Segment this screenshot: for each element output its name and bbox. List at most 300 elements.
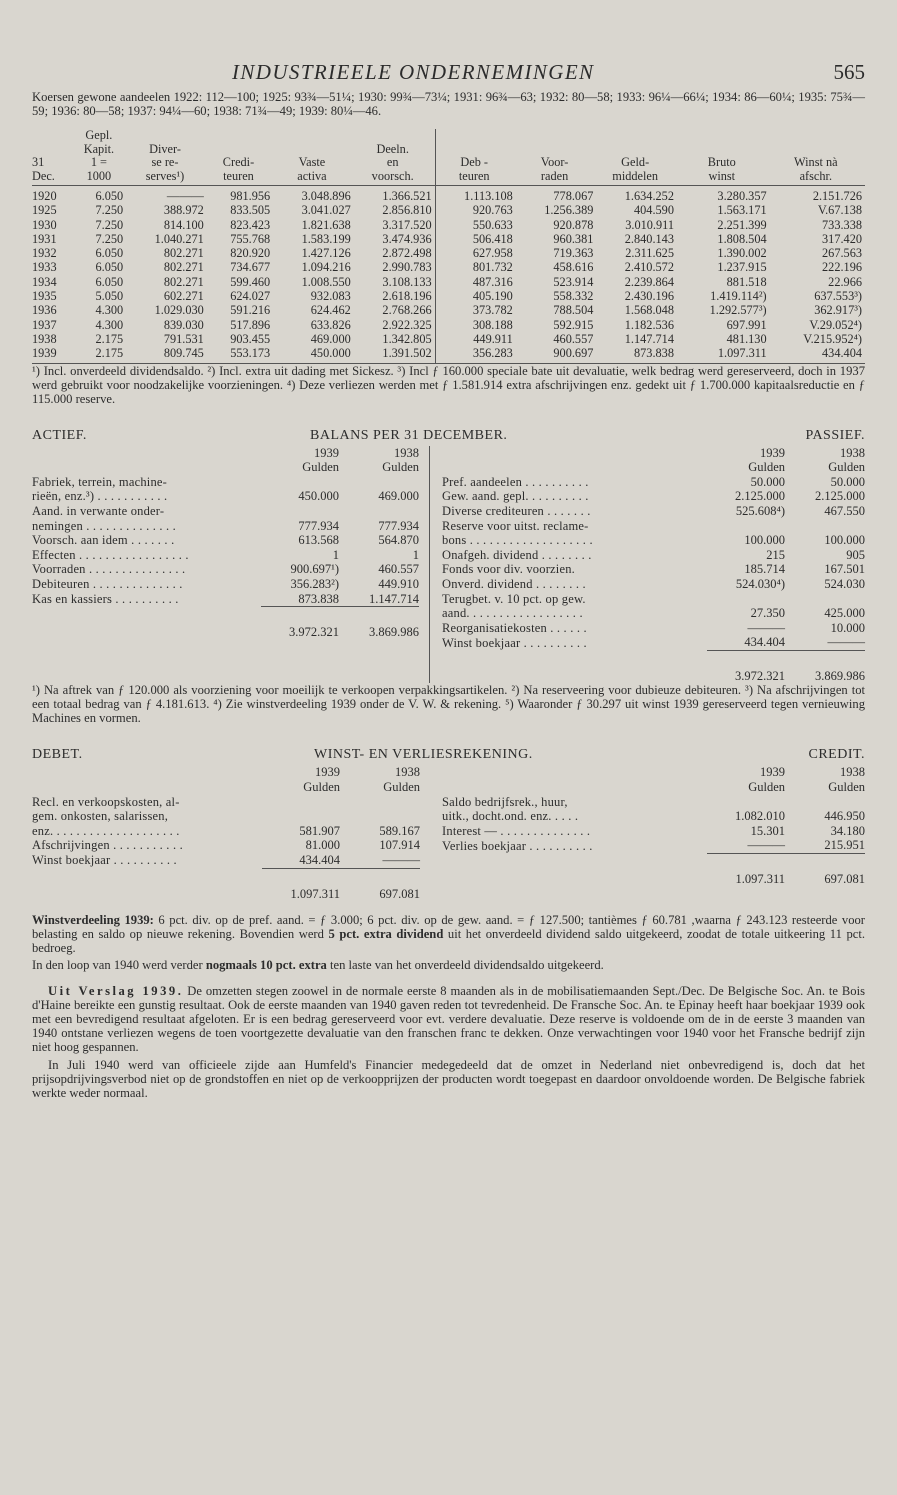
account-value-1938 [340, 809, 420, 824]
history-cell: 550.633 [435, 218, 516, 232]
total-spacer [442, 650, 707, 683]
pl-header [32, 747, 865, 765]
header-spacer [442, 460, 707, 475]
history-cell: 3.041.027 [301, 203, 351, 218]
history-header-cell: 31 [32, 155, 45, 169]
history-header-cell [32, 129, 75, 143]
account-label: Pref. aandeelen . . . . . . . . . . [442, 474, 589, 489]
account-value-1939: 27.350 [750, 606, 785, 621]
history-cell: 823.423 [230, 217, 271, 232]
history-header-row [32, 129, 865, 143]
account-value-1938: 469.000 [378, 489, 419, 504]
history-cell: 1933 [32, 260, 57, 275]
year-header-row [442, 765, 865, 780]
history-cell: 6.050 [95, 189, 124, 203]
account-label: Onafgeh. dividend . . . . . . . . [442, 547, 592, 562]
account-value-1938: 1 [412, 547, 419, 562]
account-value-1939: 900.697¹) [290, 562, 339, 577]
account-value-1938: 107.914 [379, 838, 420, 853]
history-cell: 900.697 [516, 346, 597, 363]
account-row [442, 809, 865, 824]
profit-distribution-text: 6 pct. div. op de pref. aand. = ƒ 3.000; 6 pct. div. op de gew. aand. = ƒ 127.500; tantièmes ƒ 60.781 ,waarna ƒ 243.123 resteerde voor belasting en saldo op nieuwe rekening. Bovendien werd [32, 913, 866, 942]
account-value-1939: 873.838 [298, 591, 339, 606]
account-row [32, 504, 419, 519]
history-footnotes: ¹) Incl. onverdeeld dividendsaldo. ²) Incl. extra uit dading met Sickesz. ³) Incl ƒ 160.000 speciale bate uit devaluatie, welk bedrag werd gereserveerd, doch in 1937 werd gebruikt voor noodzakelijke voorzieningen. ⁴) Deze verliezen werden met ƒ 1.581.914 extra afschrijvingen enz. gedekt uit ƒ 1.700.000 kapitaalsreductie en ƒ 115.000 reserve. [32, 363, 865, 406]
history-header-cell: se re- [151, 155, 179, 169]
account-value-1938: 167.501 [824, 562, 865, 577]
history-header-cell [596, 143, 677, 157]
total-1938: 3.869.986 [339, 607, 419, 640]
account-value-1938: 905 [846, 547, 865, 562]
account-value-1939: 100.000 [744, 533, 785, 548]
account-value-1938: 425.000 [824, 606, 865, 621]
history-header-cell [677, 129, 770, 143]
header-spacer [442, 780, 707, 795]
history-cell: 802.271 [163, 260, 204, 275]
unit-1939: Gulden [748, 780, 785, 795]
header-spacer [32, 780, 262, 795]
history-cell: 1.563.171 [717, 203, 767, 218]
year-header-row [442, 446, 865, 461]
account-value-1939: ——— [747, 838, 785, 853]
history-cell: 624.027 [230, 289, 271, 304]
extra-dividend-text: 5 pct. extra dividend [328, 927, 444, 942]
activa-table [32, 446, 419, 640]
account-row [442, 838, 865, 853]
history-cell: ——— [166, 189, 204, 203]
account-value-1939 [262, 795, 340, 810]
history-cell: 755.768 [230, 231, 271, 246]
history-cell: 833.505 [230, 203, 271, 218]
unit-header-row [442, 460, 865, 475]
account-label: Fonds voor div. voorzien. [442, 562, 575, 577]
account-row [32, 489, 419, 504]
account-value-1939 [261, 504, 339, 519]
history-cell: 1.419.114²) [710, 289, 767, 304]
history-cell: 903.455 [230, 331, 271, 346]
history-cell: 591.216 [230, 303, 271, 318]
year-1939: 1939 [760, 765, 785, 780]
account-row [442, 577, 865, 592]
account-label: gem. onkosten, salarissen, [32, 809, 169, 824]
history-header-cell: Bruto [707, 155, 736, 169]
history-cell: 1.391.502 [354, 346, 435, 363]
history-cell: 506.418 [435, 232, 516, 246]
history-cell: 2.311.625 [625, 246, 674, 261]
total-1938: 697.081 [785, 854, 865, 887]
history-header-cell [770, 129, 865, 143]
history-cell: 1.040.271 [154, 231, 204, 246]
history-cell: 3.108.133 [382, 274, 432, 289]
account-value-1938: 460.557 [378, 562, 419, 577]
history-cell: 778.067 [553, 189, 594, 203]
history-cell: 733.338 [822, 217, 862, 232]
history-cell: 517.896 [230, 317, 271, 332]
account-value-1938: 50.000 [830, 474, 865, 489]
history-row [32, 260, 865, 274]
history-cell: 599.460 [230, 274, 271, 289]
account-value-1939: 434.404 [744, 635, 785, 650]
account-value-1938: 10.000 [830, 620, 865, 635]
account-value-1939: 525.608⁴) [735, 503, 785, 518]
balance-footnotes: ¹) Na aftrek van ƒ 120.000 als voorziening voor moeilijk te verkoopen verpakkingsartikelen. ²) Na reserveering voor dubieuze debiteuren. ³) Na afschrijvingen tot een totaal bedrag van ƒ 4.181.613. ⁴) Zie winstverdeeling 1939 onder de V. W. & rekening. ⁵) Waaronder ƒ 30.297 uit winst 1939 gereserveerd tegen vernieuwing Machines en vormen. [32, 683, 865, 726]
total-1939: 1.097.311 [707, 854, 785, 887]
account-value-1938: 449.910 [378, 576, 419, 591]
history-cell: 1934 [32, 274, 57, 289]
history-cell: 791.531 [163, 331, 204, 346]
history-header-cell: activa [273, 170, 354, 186]
account-value-1939: 1 [332, 547, 339, 562]
account-value-1938: ——— [382, 853, 420, 868]
header-spacer [32, 446, 261, 461]
history-cell: 981.956 [230, 189, 271, 203]
history-header-cell: Geld- [621, 155, 650, 169]
history-row [32, 218, 865, 232]
account-row [442, 519, 865, 534]
history-header-cell [207, 129, 273, 143]
account-row [32, 592, 419, 607]
history-cell: 627.958 [435, 246, 516, 260]
account-value-1939: 215 [766, 547, 785, 562]
history-header-cell: Vaste [298, 155, 326, 169]
history-header-cell [354, 129, 435, 143]
history-row [32, 186, 865, 204]
account-value-1939: 1.082.010 [735, 809, 785, 824]
history-row [32, 303, 865, 317]
unit-header-row [32, 780, 420, 795]
account-row [32, 519, 419, 534]
account-label: Voorraden . . . . . . . . . . . . . . . [32, 562, 186, 577]
history-cell: 4.300 [95, 317, 124, 332]
header-spacer [442, 446, 707, 461]
history-cell: 2.922.325 [382, 317, 432, 332]
course-1940-text: In den loop van 1940 werd verder [32, 958, 206, 973]
history-cell: 802.271 [163, 274, 204, 289]
account-value-1939: 81.000 [305, 838, 340, 853]
pl-debet [32, 765, 430, 901]
account-value-1939: 356.283²) [290, 576, 339, 591]
history-cell: 1.008.550 [301, 274, 351, 289]
account-label: Winst boekjaar . . . . . . . . . . [32, 853, 177, 868]
history-cell: 839.030 [163, 317, 204, 332]
account-label: Fabriek, terrein, machine- [32, 474, 168, 489]
history-cell: 881.518 [726, 274, 767, 289]
share-prices-paragraph: Koersen gewone aandeelen 1922: 112—100; 1925: 93¾—51¼; 1930: 99¾—73¼; 1931: 96¾—63; 1932: 80—58; 1933: 96¼—66¼; 1934: 86—60¼; 1935: 75¾—59; 1936: 80—58; 1937: 94¼—60; 1938: 71¾—49; 1939: 80¼—46. [32, 90, 865, 118]
account-value-1938 [785, 795, 865, 810]
history-cell: 801.732 [435, 260, 516, 274]
total-1938: 3.869.986 [785, 650, 865, 683]
history-header-cell [596, 129, 677, 143]
history-cell: 960.381 [553, 231, 594, 246]
profit-distribution-text-end: uit het onverdeeld dividend saldo uitgekeerd, zoodat de totale uitkeering 11 pct. bedroeg. [32, 927, 865, 956]
history-cell: 1.029.030 [154, 303, 204, 318]
history-cell: 523.914 [553, 274, 594, 289]
history-header-cell: 1000 [75, 170, 127, 186]
account-row [32, 824, 420, 839]
history-header-cell [435, 143, 516, 157]
history-cell: 1.342.805 [382, 331, 432, 346]
account-label: Reserve voor uitst. reclame- [442, 518, 589, 533]
history-header-cell: teuren [435, 170, 516, 186]
history-header-cell: Voor- [540, 155, 569, 169]
account-value-1939: 50.000 [750, 474, 785, 489]
history-header-cell [677, 143, 770, 157]
history-cell: 1.366.521 [382, 189, 432, 203]
history-cell: 1.147.714 [624, 331, 674, 346]
balance-activa [32, 446, 430, 684]
account-value-1939: 777.934 [298, 518, 339, 533]
history-cell: 22.966 [828, 274, 862, 289]
account-value-1939: 581.907 [299, 823, 340, 838]
account-row [442, 562, 865, 577]
account-value-1939: 2.125.000 [735, 489, 785, 504]
history-cell: V.215.952⁴) [803, 331, 862, 346]
history-cell: 2.856.810 [382, 203, 432, 218]
history-cell: 2.840.143 [624, 231, 674, 246]
history-cell: 553.173 [207, 346, 273, 363]
history-cell: 308.188 [435, 318, 516, 332]
july-1940-paragraph: In Juli 1940 werd van officieele zijde aan Humfeld's Financier medegedeeld dat de omzet in Nederland niet onbevredigend is, doch dat het prijsopdrijvingsverbod niet op de grondstoffen en niet op de verkoopprijzen der producten wordt toegepast en daardoor onvoldoende worden. De Belgische fabriek werkte weder normaal. [32, 1058, 865, 1101]
unit-1938: Gulden [828, 780, 865, 795]
history-header-cell: Deb - [435, 156, 516, 170]
history-cell: 1.808.504 [717, 231, 767, 246]
history-cell: 1.821.638 [301, 217, 351, 232]
account-value-1938: 100.000 [824, 533, 865, 548]
history-cell: 388.972 [163, 203, 204, 218]
history-header-cell: teuren [207, 170, 273, 186]
history-header-cell: serves¹) [126, 170, 207, 186]
history-cell: 1936 [32, 303, 57, 318]
history-header-cell: Credi- [222, 155, 255, 169]
history-row [32, 203, 865, 217]
pl-title: WINST- EN VERLIESREKENING. [314, 747, 533, 763]
account-row [32, 548, 419, 563]
total-row [442, 650, 865, 683]
account-row [32, 533, 419, 548]
history-cell: 404.590 [634, 203, 674, 218]
year-1938: 1938 [394, 445, 419, 460]
history-cell: 624.462 [310, 303, 351, 318]
history-cell: 2.430.196 [624, 289, 674, 304]
history-row [32, 318, 865, 332]
history-cell: 602.271 [163, 289, 204, 304]
history-header-cell [516, 129, 597, 143]
account-row [442, 504, 865, 519]
history-cell: 1.113.108 [435, 186, 516, 204]
balance-header [32, 428, 865, 446]
account-label: Reorganisatiekosten . . . . . . [442, 620, 587, 635]
course-1940-bold: nogmaals 10 pct. extra [205, 958, 327, 973]
history-cell: 481.130 [726, 331, 767, 346]
total-1939: 3.972.321 [261, 607, 339, 640]
total-1939: 3.972.321 [707, 650, 785, 683]
history-header-cell [126, 129, 207, 143]
account-value-1938: 34.180 [830, 823, 865, 838]
account-label: Verlies boekjaar . . . . . . . . . . [442, 838, 593, 853]
year-1939: 1939 [314, 445, 339, 460]
history-cell: 697.991 [726, 317, 767, 332]
unit-1939: Gulden [302, 460, 339, 475]
history-cell: 3.048.896 [301, 189, 351, 203]
history-cell: 1.427.126 [301, 246, 351, 261]
history-header-cell: Winst nà [794, 155, 838, 169]
profit-distribution-paragraph [32, 913, 865, 955]
history-cell: 7.250 [95, 203, 124, 218]
account-label: Diverse crediteuren . . . . . . . [442, 503, 591, 518]
account-label: Saldo bedrijfsrek., huur, [442, 794, 568, 809]
history-header-cell: Diver- [149, 141, 181, 156]
history-header-row [32, 156, 865, 170]
history-cell: 2.251.399 [717, 217, 767, 232]
account-value-1938 [785, 592, 865, 607]
history-cell: 788.504 [553, 303, 594, 318]
account-label: Afschrijvingen . . . . . . . . . . . [32, 838, 183, 853]
history-cell: 2.618.196 [382, 289, 432, 304]
unit-1939: Gulden [303, 780, 340, 795]
total-spacer [442, 854, 707, 887]
account-value-1939 [707, 795, 785, 810]
account-label: Effecten . . . . . . . . . . . . . . . . . [32, 547, 189, 562]
history-cell: 592.915 [553, 317, 594, 332]
history-cell: 802.271 [163, 246, 204, 261]
history-cell: 373.782 [435, 303, 516, 317]
unit-1939: Gulden [748, 460, 785, 475]
account-value-1938: 446.950 [824, 809, 865, 824]
history-cell: 458.616 [553, 260, 594, 275]
account-value-1939 [707, 592, 785, 607]
history-cell: 7.250 [95, 217, 124, 232]
history-cell: 920.763 [435, 203, 516, 217]
history-cell: 469.000 [310, 331, 351, 346]
profit-loss-account [32, 765, 865, 901]
account-value-1939: 524.030⁴) [735, 576, 785, 591]
account-row [442, 824, 865, 839]
history-cell: 2.872.498 [382, 246, 432, 261]
year-1939: 1939 [760, 445, 785, 460]
history-cell: 3.280.357 [717, 189, 767, 203]
history-header-row [32, 170, 865, 186]
account-value-1938: 564.870 [378, 533, 419, 548]
balance-left-title: ACTIEF. [32, 427, 87, 443]
history-cell: 1920 [32, 189, 57, 203]
history-header-cell [273, 129, 354, 143]
history-cell: 2.990.783 [382, 260, 432, 275]
history-header-cell [770, 143, 865, 157]
account-label: Interest — . . . . . . . . . . . . . . [442, 823, 591, 838]
history-cell: 814.100 [163, 217, 204, 232]
account-row [32, 838, 420, 853]
history-row [32, 246, 865, 260]
history-header-cell [516, 143, 597, 157]
account-row [32, 562, 419, 577]
history-cell: 2.175 [75, 346, 127, 363]
history-cell: 434.404 [770, 346, 865, 363]
account-value-1939: 185.714 [744, 562, 785, 577]
history-cell: 1.237.915 [717, 260, 767, 275]
pl-left-title: DEBET. [32, 747, 83, 763]
history-cell: 450.000 [273, 346, 354, 363]
history-cell: 362.917³) [814, 303, 862, 318]
history-cell: 1.094.216 [301, 260, 351, 275]
history-cell: 637.553³) [814, 289, 862, 304]
year-1938: 1938 [395, 765, 420, 780]
history-header-row [32, 143, 865, 157]
account-row [442, 621, 865, 636]
history-table [32, 129, 865, 364]
pl-credit [430, 765, 865, 901]
account-value-1938 [339, 504, 419, 519]
history-cell: 6.050 [95, 246, 124, 261]
history-cell: 317.420 [822, 231, 862, 246]
account-label: Terugbet. v. 10 pct. op gew. [442, 591, 586, 606]
history-cell: 1932 [32, 246, 57, 261]
history-cell: 1.292.577³) [709, 303, 767, 318]
history-cell: 5.050 [95, 289, 124, 304]
history-row [32, 275, 865, 289]
account-value-1938: 2.125.000 [815, 489, 865, 504]
account-label: uitk., docht.ond. enz. . . . . [442, 809, 579, 824]
account-row [32, 853, 420, 868]
account-row [442, 475, 865, 490]
history-cell: 2.410.572 [624, 260, 674, 275]
account-value-1938: ——— [827, 635, 865, 650]
history-header-cell: voorsch. [354, 170, 435, 186]
history-cell: 1925 [32, 203, 57, 218]
history-header-cell [273, 143, 354, 157]
history-cell: 222.196 [822, 260, 862, 275]
account-value-1939: ——— [747, 620, 785, 635]
header-spacer [442, 765, 707, 780]
account-value-1939: 450.000 [298, 489, 339, 504]
history-row [32, 332, 865, 346]
account-label: Debiteuren . . . . . . . . . . . . . . [32, 576, 183, 591]
year-header-row [32, 765, 420, 780]
history-cell: 920.878 [553, 217, 594, 232]
history-cell: 1.182.536 [624, 317, 674, 332]
history-cell: 2.151.726 [812, 189, 862, 203]
account-label: nemingen . . . . . . . . . . . . . . [32, 518, 176, 533]
account-label: Recl. en verkoopskosten, al- [32, 794, 180, 809]
running-title: INDUSTRIEELE ONDERNEMINGEN [232, 60, 595, 84]
debet-table [32, 765, 420, 901]
history-header-cell: Deeln. [376, 141, 409, 156]
history-cell: 734.677 [230, 260, 271, 275]
unit-header-row [32, 460, 419, 475]
history-header-cell [435, 129, 516, 143]
account-label: Onverd. dividend . . . . . . . . [442, 576, 586, 591]
account-value-1938: 777.934 [378, 518, 419, 533]
account-label: Voorsch. aan idem . . . . . . . [32, 533, 175, 548]
history-cell: 633.826 [310, 317, 351, 332]
account-row [442, 592, 865, 607]
history-cell: 405.190 [435, 289, 516, 303]
page-header [32, 60, 865, 90]
account-value-1938: 1.147.714 [369, 591, 419, 606]
total-row [32, 868, 420, 901]
account-label: bons . . . . . . . . . . . . . . . . . . . [442, 533, 593, 548]
history-cell: 932.083 [310, 289, 351, 304]
history-header-cell: winst [677, 170, 770, 186]
history-cell: 1.568.048 [624, 303, 674, 318]
account-label: aand. . . . . . . . . . . . . . . . . . [442, 606, 583, 621]
unit-1938: Gulden [828, 460, 865, 475]
history-cell: 1.097.311 [677, 346, 770, 363]
history-cell: 449.911 [435, 332, 516, 346]
account-value-1938: 524.030 [824, 576, 865, 591]
account-label: enz. . . . . . . . . . . . . . . . . . . . [32, 823, 180, 838]
balance-title: BALANS PER 31 DECEMBER. [310, 427, 508, 443]
balance-sheet [32, 446, 865, 684]
